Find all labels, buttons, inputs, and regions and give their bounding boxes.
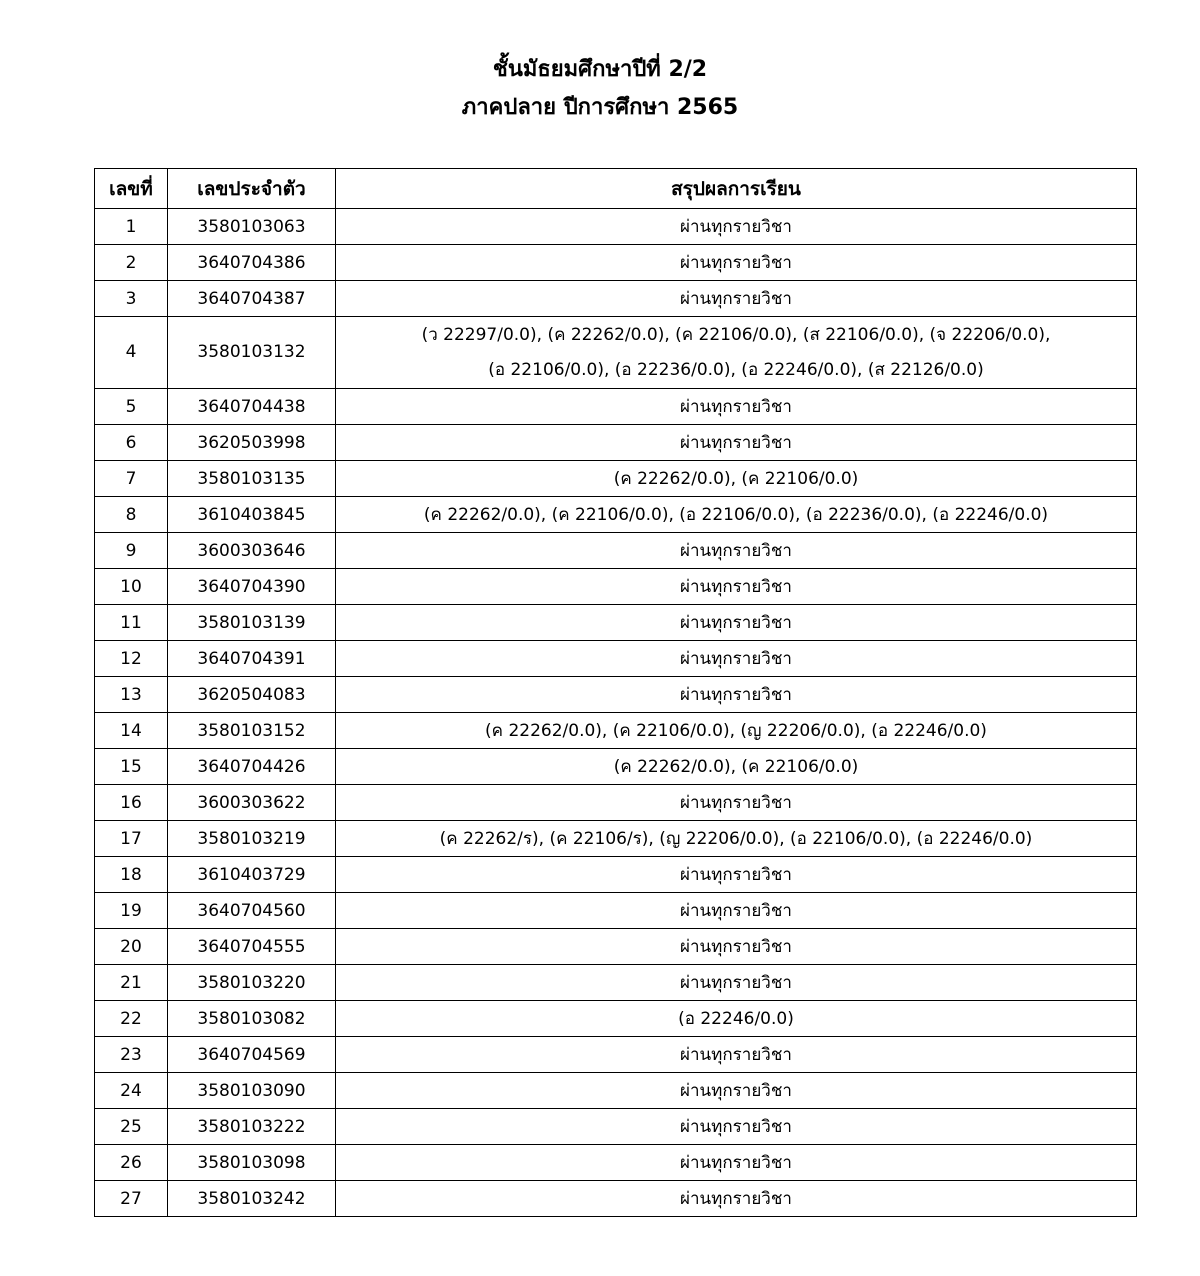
- row-number: 25: [95, 1109, 168, 1145]
- table-row: [95, 713, 1137, 749]
- result-summary: ผ่านทุกรายวิชา: [336, 785, 1137, 821]
- result-summary: (ค 22262/ร), (ค 22106/ร), (ญ 22206/0.0), (อ 22106/0.0), (อ 22246/0.0): [336, 821, 1137, 857]
- student-id: 3640704555: [168, 929, 336, 965]
- row-number: 12: [95, 641, 168, 677]
- row-number: 5: [95, 389, 168, 425]
- table-row: [95, 1145, 1137, 1181]
- result-summary: ผ่านทุกรายวิชา: [336, 533, 1137, 569]
- column-header-result: สรุปผลการเรียน: [336, 169, 1137, 209]
- row-number: 22: [95, 1001, 168, 1037]
- row-number: 11: [95, 605, 168, 641]
- result-summary: ผ่านทุกรายวิชา: [336, 209, 1137, 245]
- results-table: [94, 168, 1137, 1217]
- table-row: [95, 605, 1137, 641]
- table-row: [95, 245, 1137, 281]
- student-id: 3640704391: [168, 641, 336, 677]
- table-row: [95, 425, 1137, 461]
- table-row: [95, 1073, 1137, 1109]
- student-id: 3640704569: [168, 1037, 336, 1073]
- student-id: 3580103242: [168, 1181, 336, 1217]
- table-row: [95, 965, 1137, 1001]
- result-summary: (ค 22262/0.0), (ค 22106/0.0): [336, 461, 1137, 497]
- table-header-row: [95, 169, 1137, 209]
- result-summary: (ค 22262/0.0), (ค 22106/0.0), (อ 22106/0.0), (อ 22236/0.0), (อ 22246/0.0): [336, 497, 1137, 533]
- result-summary: (อ 22246/0.0): [336, 1001, 1137, 1037]
- student-id: 3640704386: [168, 245, 336, 281]
- table-row: [95, 821, 1137, 857]
- row-number: 23: [95, 1037, 168, 1073]
- table-row: [95, 1001, 1137, 1037]
- student-id: 3580103219: [168, 821, 336, 857]
- student-id: 3580103082: [168, 1001, 336, 1037]
- table-row: [95, 1037, 1137, 1073]
- row-number: 24: [95, 1073, 168, 1109]
- result-summary-line-2: (อ 22106/0.0), (อ 22236/0.0), (อ 22246/0.0), (ส 22126/0.0): [488, 359, 984, 380]
- student-id: 3640704438: [168, 389, 336, 425]
- row-number: 21: [95, 965, 168, 1001]
- result-summary: ผ่านทุกรายวิชา: [336, 893, 1137, 929]
- result-summary: ผ่านทุกรายวิชา: [336, 281, 1137, 317]
- student-id: 3580103090: [168, 1073, 336, 1109]
- result-summary: ผ่านทุกรายวิชา: [336, 389, 1137, 425]
- result-summary: [336, 317, 1137, 389]
- row-number: 1: [95, 209, 168, 245]
- result-summary: ผ่านทุกรายวิชา: [336, 245, 1137, 281]
- student-id: 3580103220: [168, 965, 336, 1001]
- table-row: [95, 1109, 1137, 1145]
- table-row: [95, 1181, 1137, 1217]
- table-row: [95, 857, 1137, 893]
- student-id: 3580103135: [168, 461, 336, 497]
- row-number: 4: [95, 317, 168, 389]
- row-number: 17: [95, 821, 168, 857]
- row-number: 2: [95, 245, 168, 281]
- student-id: 3580103132: [168, 317, 336, 389]
- table-row: [95, 317, 1137, 389]
- result-summary: ผ่านทุกรายวิชา: [336, 1181, 1137, 1217]
- student-id: 3610403729: [168, 857, 336, 893]
- row-number: 10: [95, 569, 168, 605]
- student-id: 3620504083: [168, 677, 336, 713]
- result-summary: ผ่านทุกรายวิชา: [336, 641, 1137, 677]
- table-row: [95, 893, 1137, 929]
- row-number: 13: [95, 677, 168, 713]
- result-summary: ผ่านทุกรายวิชา: [336, 1037, 1137, 1073]
- student-id: 3640704560: [168, 893, 336, 929]
- result-summary-line-1: (ว 22297/0.0), (ค 22262/0.0), (ค 22106/0.0), (ส 22106/0.0), (จ 22206/0.0),: [421, 324, 1051, 345]
- student-id: 3580103152: [168, 713, 336, 749]
- table-row: [95, 749, 1137, 785]
- table-row: [95, 929, 1137, 965]
- result-summary: (ค 22262/0.0), (ค 22106/0.0), (ญ 22206/0.0), (อ 22246/0.0): [336, 713, 1137, 749]
- result-summary: ผ่านทุกรายวิชา: [336, 1073, 1137, 1109]
- row-number: 8: [95, 497, 168, 533]
- row-number: 20: [95, 929, 168, 965]
- row-number: 7: [95, 461, 168, 497]
- table-row: [95, 497, 1137, 533]
- row-number: 6: [95, 425, 168, 461]
- result-summary: ผ่านทุกรายวิชา: [336, 1145, 1137, 1181]
- student-id: 3600303622: [168, 785, 336, 821]
- result-summary: ผ่านทุกรายวิชา: [336, 1109, 1137, 1145]
- student-id: 3580103063: [168, 209, 336, 245]
- row-number: 26: [95, 1145, 168, 1181]
- result-summary: ผ่านทุกรายวิชา: [336, 425, 1137, 461]
- row-number: 15: [95, 749, 168, 785]
- row-number: 9: [95, 533, 168, 569]
- result-summary: ผ่านทุกรายวิชา: [336, 929, 1137, 965]
- student-id: 3640704426: [168, 749, 336, 785]
- table-row: [95, 641, 1137, 677]
- page-subtitle: ภาคปลาย ปีการศึกษา 2565: [461, 95, 739, 120]
- student-id: 3580103139: [168, 605, 336, 641]
- result-summary: ผ่านทุกรายวิชา: [336, 857, 1137, 893]
- row-number: 3: [95, 281, 168, 317]
- row-number: 27: [95, 1181, 168, 1217]
- student-id: 3580103222: [168, 1109, 336, 1145]
- table-row: [95, 785, 1137, 821]
- row-number: 14: [95, 713, 168, 749]
- result-summary: ผ่านทุกรายวิชา: [336, 569, 1137, 605]
- table-row: [95, 389, 1137, 425]
- result-summary: ผ่านทุกรายวิชา: [336, 965, 1137, 1001]
- student-id: 3640704387: [168, 281, 336, 317]
- row-number: 19: [95, 893, 168, 929]
- student-id: 3610403845: [168, 497, 336, 533]
- student-id: 3640704390: [168, 569, 336, 605]
- result-summary: ผ่านทุกรายวิชา: [336, 605, 1137, 641]
- column-header-number: เลขที่: [95, 169, 168, 209]
- row-number: 18: [95, 857, 168, 893]
- table-row: [95, 461, 1137, 497]
- table-row: [95, 533, 1137, 569]
- result-summary: (ค 22262/0.0), (ค 22106/0.0): [336, 749, 1137, 785]
- row-number: 16: [95, 785, 168, 821]
- table-row: [95, 209, 1137, 245]
- page-title: ชั้นมัธยมศึกษาปีที่ 2/2: [492, 57, 708, 82]
- column-header-student-id: เลขประจำตัว: [168, 169, 336, 209]
- table-row: [95, 677, 1137, 713]
- student-id: 3580103098: [168, 1145, 336, 1181]
- table-row: [95, 569, 1137, 605]
- student-id: 3620503998: [168, 425, 336, 461]
- student-id: 3600303646: [168, 533, 336, 569]
- table-row: [95, 281, 1137, 317]
- result-summary: ผ่านทุกรายวิชา: [336, 677, 1137, 713]
